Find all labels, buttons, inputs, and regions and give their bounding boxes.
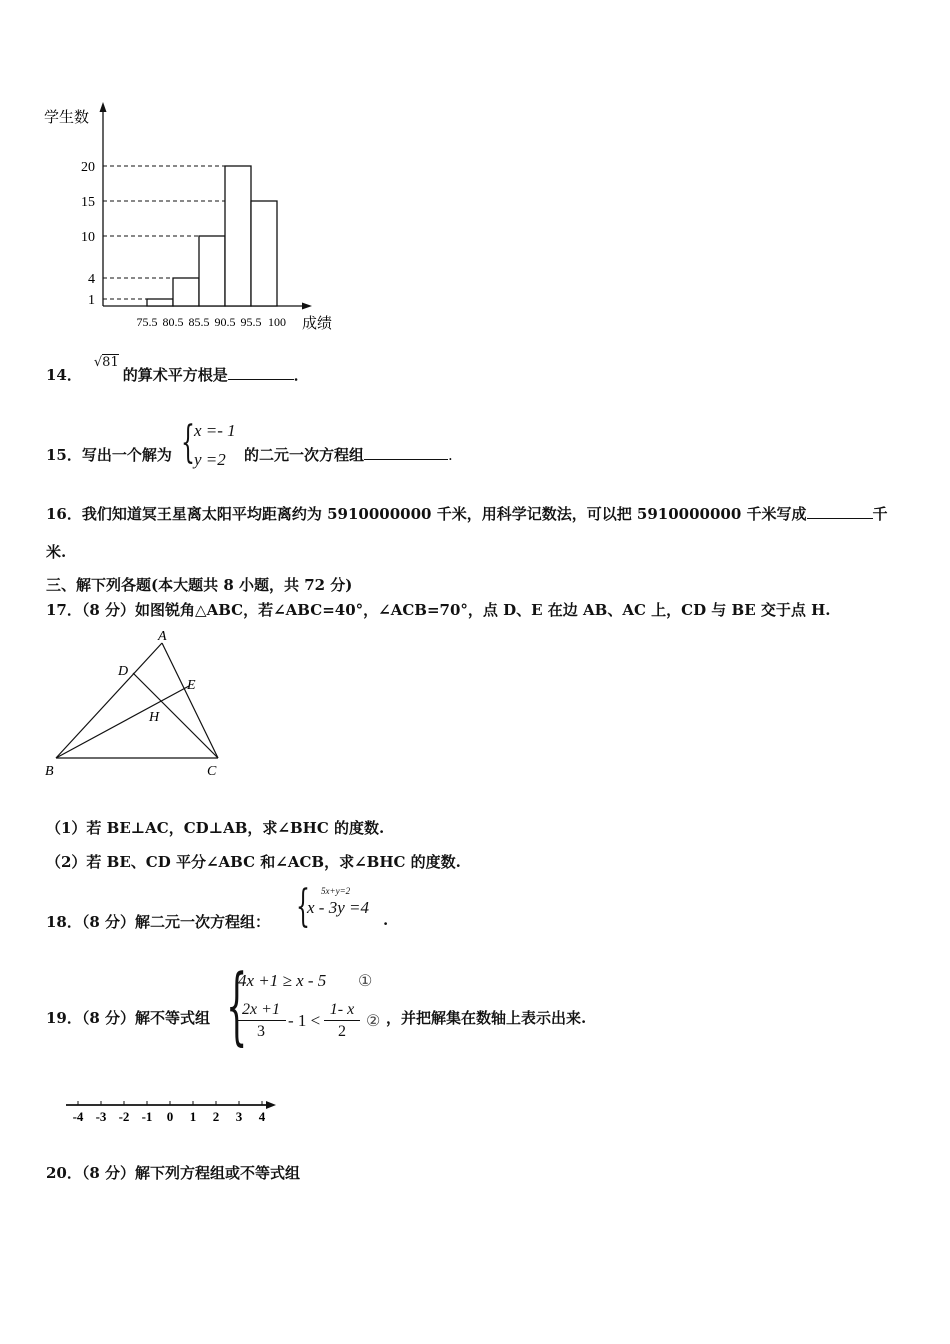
q19-fraction-2-numerator: 1- x	[324, 999, 360, 1021]
q19-fraction-1-numerator: 2x +1	[236, 999, 286, 1021]
q19-fraction-2-denominator: 2	[338, 1023, 346, 1040]
q19-number: 19．（8 分）解不等式组	[46, 1009, 211, 1027]
label-e: E	[187, 678, 196, 693]
triangle-figure	[40, 625, 240, 785]
q19-mark-2: ②	[366, 1013, 381, 1030]
q16-text-end: 千	[872, 505, 888, 523]
number-line-label-2: 2	[212, 1109, 220, 1124]
q19-fraction-1	[236, 999, 286, 1043]
x-tick-85.5: 85.5	[188, 315, 210, 329]
segment-cd	[133, 673, 218, 758]
histogram-bar-85.5-90.5	[199, 236, 225, 306]
q14-radical: √81	[93, 355, 119, 370]
histogram-bar-95.5-100	[251, 201, 277, 306]
label-d: D	[118, 664, 129, 679]
q19-end: ，并把解集在数轴上表示出来.	[386, 1009, 587, 1027]
q18-brace: {	[296, 881, 310, 932]
y-tick-10: 10	[81, 230, 95, 245]
segment-be	[56, 686, 189, 758]
q19-fraction-1-denominator: 3	[257, 1023, 265, 1040]
question-17: 17．（8 分）如图锐角△ABC，若∠ABC=40°，∠ACB=70°，点 D、E 在边 AB、AC 上，CD 与 BE 交于点 H.	[46, 601, 831, 619]
histogram-x-ticks	[137, 315, 287, 329]
q19-inequality-1: 4x +1 ≥ x - 5	[238, 971, 327, 990]
q19-fraction-2	[324, 999, 360, 1043]
q16-answer-blank[interactable]	[807, 504, 873, 519]
number-line-label--1: -1	[141, 1109, 153, 1124]
q16-text: 16．我们知道冥王星离太阳平均距离约为 5910000000 千米，用科学记数法，可以把 5910000000 千米写成	[46, 505, 807, 523]
question-18	[46, 911, 270, 932]
x-tick-80.5: 80.5	[162, 315, 184, 329]
q19-brace: {	[226, 956, 248, 1054]
section-3-title: 三、解下列各题(本大题共 8 小题，共 72 分)	[46, 576, 353, 594]
number-line-label--4: -4	[72, 1109, 84, 1124]
q19-middle: - 1 <	[288, 1011, 321, 1030]
histogram-bar-90.5-95.5	[225, 166, 251, 306]
number-line-label--2: -2	[118, 1109, 130, 1124]
q14-end: ．	[293, 366, 309, 384]
number-line-label-4: 4	[258, 1109, 266, 1124]
q15-tail	[244, 444, 453, 465]
x-axis-arrow	[302, 303, 312, 310]
y-axis-label: 学生数	[44, 110, 90, 126]
histogram-bar-75.5-80.5	[147, 299, 173, 306]
question-15	[46, 444, 172, 465]
q18-end: .	[383, 911, 389, 929]
y-tick-15: 15	[81, 195, 95, 210]
number-line-label-0: 0	[166, 1109, 174, 1124]
q14-number: 14．	[46, 366, 82, 384]
q14-answer-blank[interactable]	[228, 365, 294, 380]
q15-brace: {	[181, 417, 195, 468]
question-20: 20．（8 分）解下列方程组或不等式组	[46, 1164, 301, 1182]
q15-equation-1: x =- 1	[194, 421, 236, 440]
q15-number: 15．写出一个解为	[46, 446, 172, 464]
q19-mark-1: ①	[358, 973, 373, 990]
x-axis-label: 成绩	[302, 316, 333, 332]
q15-end: .	[448, 446, 453, 464]
histogram-y-ticks	[81, 160, 95, 308]
x-tick-100: 100	[268, 315, 286, 329]
label-a: A	[158, 629, 167, 644]
y-axis-arrow	[100, 102, 107, 112]
q15-text: 的二元一次方程组	[244, 446, 365, 464]
question-17-part-2: （2）若 BE、CD 平分∠ABC 和∠ACB，求∠BHC 的度数.	[46, 853, 461, 871]
side-ac	[162, 643, 218, 758]
q15-answer-blank[interactable]	[364, 445, 448, 460]
y-tick-4: 4	[88, 272, 95, 287]
question-17-part-1: （1）若 BE⊥AC，CD⊥AB，求∠BHC 的度数.	[46, 819, 385, 837]
question-16-line-1	[46, 503, 888, 524]
q18-equation-2: x - 3y =4	[307, 898, 369, 917]
label-h: H	[149, 710, 160, 725]
histogram-bar-80.5-85.5	[173, 278, 199, 306]
number-line	[60, 1094, 290, 1128]
side-ab	[56, 643, 162, 758]
number-line-label-1: 1	[189, 1109, 197, 1124]
q18-equation-1: 5x+y=2	[321, 886, 351, 896]
number-line-arrow	[266, 1101, 276, 1109]
histogram-chart	[40, 98, 350, 338]
label-c: C	[207, 764, 217, 779]
x-tick-75.5: 75.5	[136, 315, 158, 329]
question-14	[46, 355, 309, 385]
q14-text: 的算术平方根是	[122, 366, 228, 384]
y-tick-20: 20	[81, 160, 95, 175]
question-19	[46, 1007, 210, 1028]
number-line-label--3: -3	[95, 1109, 107, 1124]
number-line-label-3: 3	[235, 1109, 243, 1124]
y-tick-1: 1	[88, 293, 95, 308]
q15-equation-2: y =2	[194, 450, 226, 469]
question-16-line-2: 米.	[46, 543, 67, 561]
x-tick-90.5: 90.5	[214, 315, 236, 329]
q18-number: 18．（8 分）解二元一次方程组：	[46, 913, 271, 931]
label-b: B	[45, 764, 54, 779]
x-tick-95.5: 95.5	[240, 315, 262, 329]
